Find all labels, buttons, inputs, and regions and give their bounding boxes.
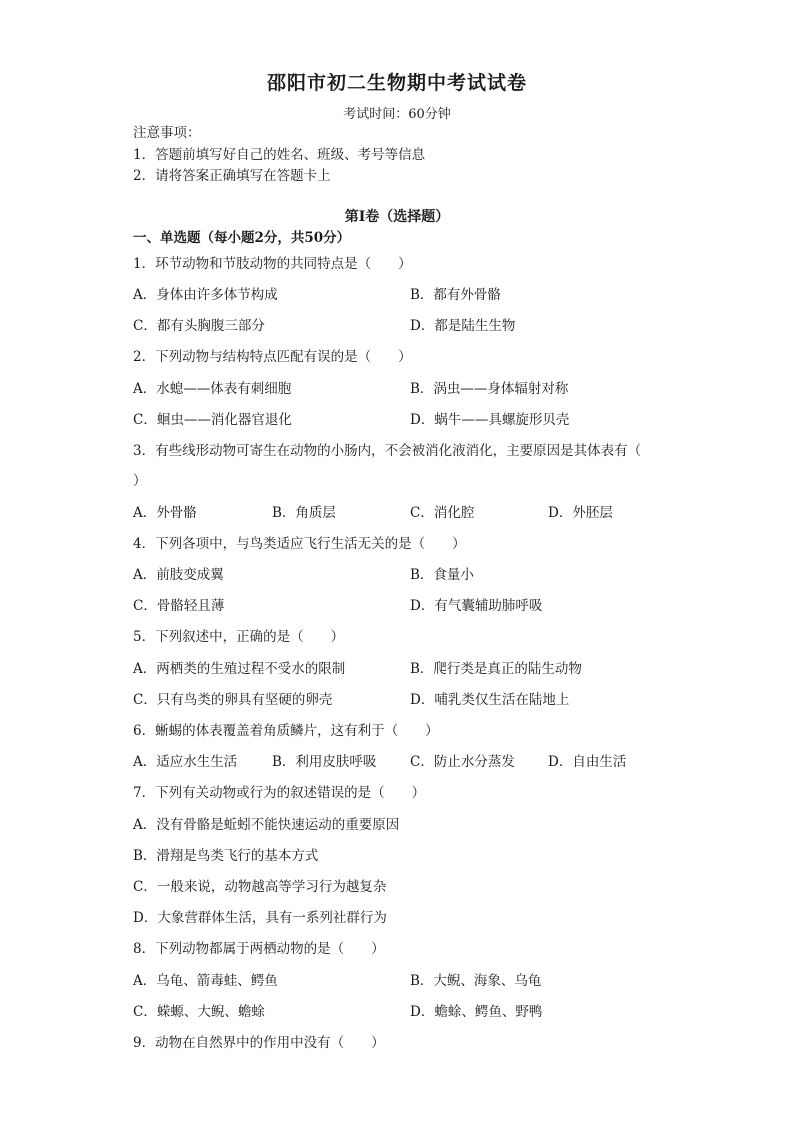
question-stem: 2．下列动物与结构特点匹配有误的是（ ） <box>133 349 412 365</box>
option-c: C．一般来说，动物越高等学习行为越复杂 <box>133 879 387 895</box>
question-stem-continued: ） <box>133 473 147 489</box>
option-c: C．消化腔 <box>410 505 475 521</box>
section-heading: 一、单选题（每小题2分，共50分） <box>133 230 351 246</box>
option-b: B．角质层 <box>272 505 336 521</box>
option-a: A．水螅——体表有刺细胞 <box>133 381 292 397</box>
option-a: A．两栖类的生殖过程不受水的限制 <box>133 661 346 677</box>
option-c: C．骨骼轻且薄 <box>133 598 225 614</box>
question-stem: 3．有些线形动物可寄生在动物的小肠内，不会被消化液消化，主要原因是其体表有（ <box>133 443 642 459</box>
option-d: D．外胚层 <box>548 505 613 521</box>
part1-title: 第I卷（选择题） <box>344 209 450 225</box>
option-d: D．哺乳类仅生活在陆地上 <box>410 692 570 708</box>
option-c: C．防止水分蒸发 <box>410 754 515 770</box>
question-stem: 9．动物在自然界中的作用中没有（ ） <box>133 1035 385 1051</box>
page-title: 邵阳市初二生物期中考试试卷 <box>266 72 527 94</box>
option-a: A．没有骨骼是蚯蚓不能快速运动的重要原因 <box>133 817 400 833</box>
question-stem: 6．蜥蜴的体表覆盖着角质鳞片，这有利于（ ） <box>133 723 439 739</box>
option-b: B．利用皮肤呼吸 <box>272 754 377 770</box>
question-stem: 4．下列各项中，与鸟类适应飞行生活无关的是（ ） <box>133 536 466 552</box>
exam-time: 考试时间：60分钟 <box>343 107 451 122</box>
option-d: D．大象营群体生活，具有一系列社群行为 <box>133 910 387 926</box>
option-c: C．蝾螈、大鲵、蟾蜍 <box>133 1004 265 1020</box>
option-b: B．爬行类是真正的陆生动物 <box>410 661 582 677</box>
question-stem: 8．下列动物都属于两栖动物的是（ ） <box>133 941 385 957</box>
option-c: C．都有头胸腹三部分 <box>133 318 265 334</box>
option-a: A．前肢变成翼 <box>133 567 224 583</box>
option-d: D．蟾蜍、鳄鱼、野鸭 <box>410 1004 543 1020</box>
option-b: B．食量小 <box>410 567 474 583</box>
option-a: A．身体由许多体节构成 <box>133 287 278 303</box>
option-a: A．乌龟、箭毒蛙、鳄鱼 <box>133 973 278 989</box>
option-d: D．都是陆生生物 <box>410 318 516 334</box>
option-b: B．都有外骨骼 <box>410 287 501 303</box>
option-a: A．适应水生生活 <box>133 754 238 770</box>
option-b: B．大鲵、海象、乌龟 <box>410 973 542 989</box>
option-a: A．外骨骼 <box>133 505 197 521</box>
option-d: D．蜗牛——具螺旋形贝壳 <box>410 412 570 428</box>
option-b: B．涡虫——身体辐射对称 <box>410 381 569 397</box>
notes-heading: 注意事项： <box>133 125 201 141</box>
option-d: D．自由生活 <box>548 754 627 770</box>
option-c: C．只有鸟类的卵具有坚硬的卵壳 <box>133 692 333 708</box>
note-item: 2．请将答案正确填写在答题卡上 <box>133 168 331 184</box>
note-item: 1．答题前填写好自己的姓名、班级、考号等信息 <box>133 147 426 163</box>
option-c: C．蛔虫——消化器官退化 <box>133 412 292 428</box>
question-stem: 5．下列叙述中，正确的是（ ） <box>133 629 345 645</box>
question-stem: 7．下列有关动物或行为的叙述错误的是（ ） <box>133 785 426 801</box>
option-d: D．有气囊辅助肺呼吸 <box>410 598 543 614</box>
question-stem: 1．环节动物和节肢动物的共同特点是（ ） <box>133 256 412 272</box>
option-b: B．滑翔是鸟类飞行的基本方式 <box>133 848 319 864</box>
